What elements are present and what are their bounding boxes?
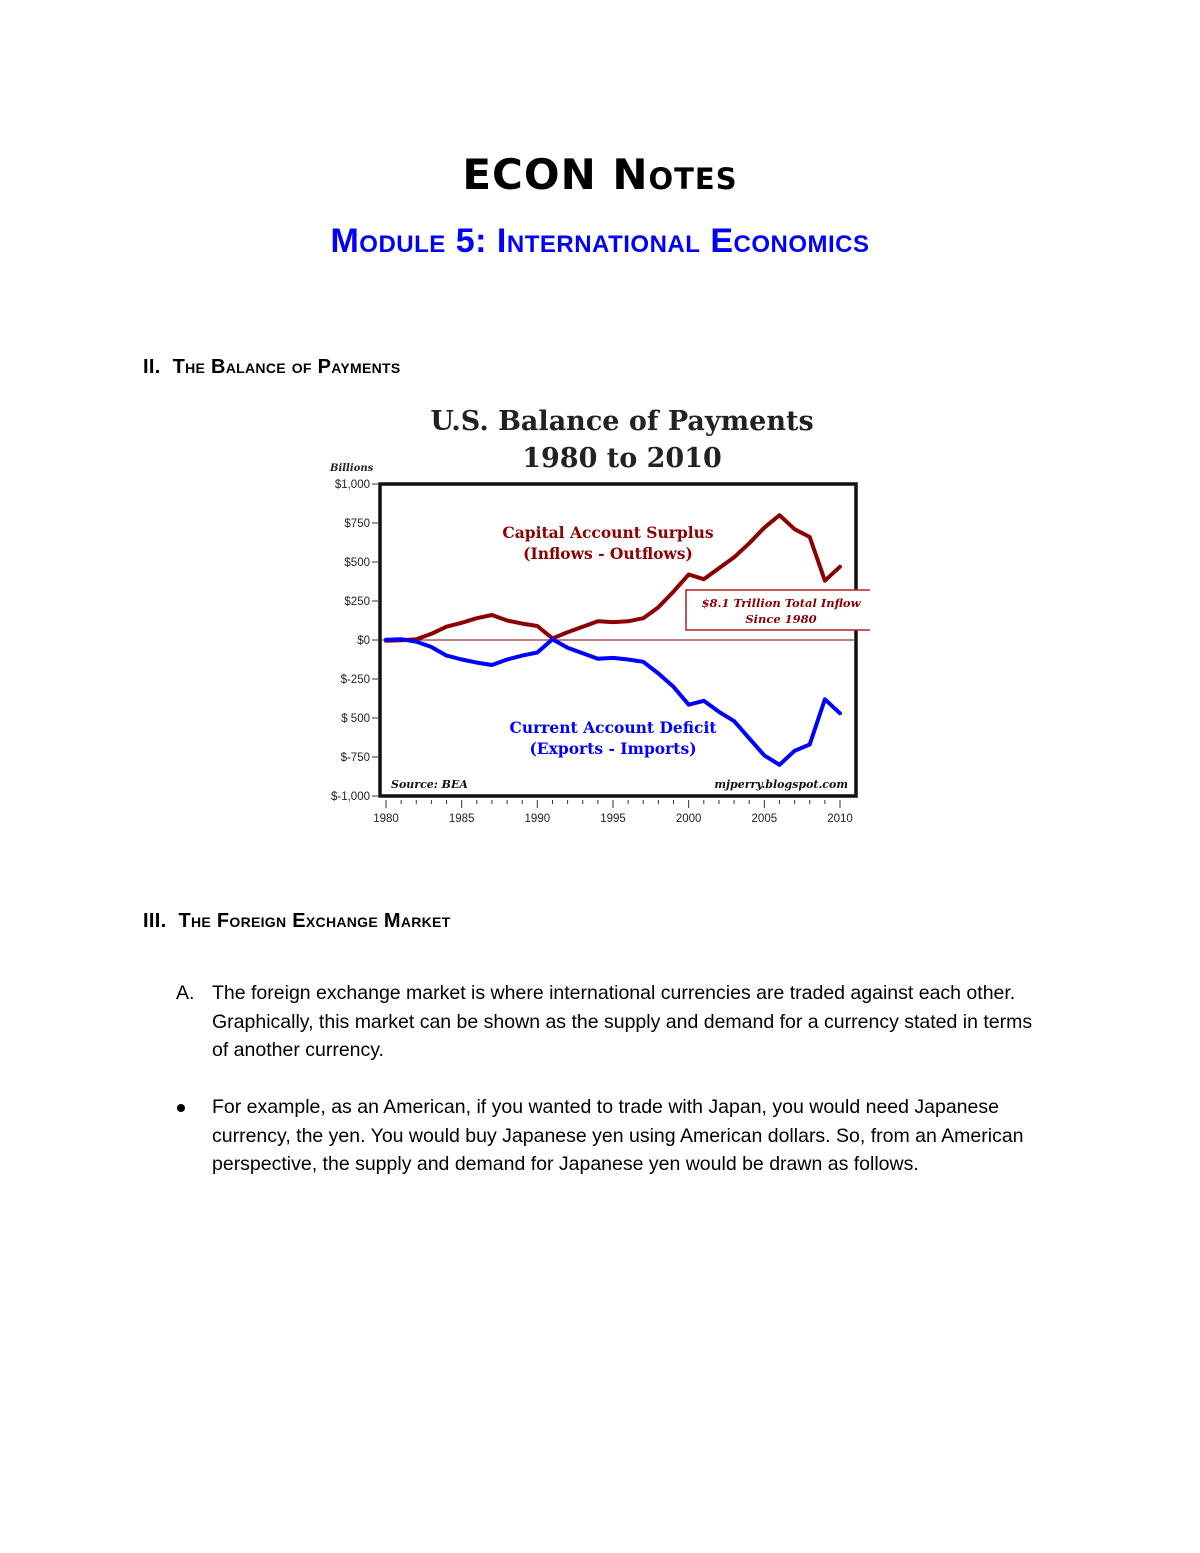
y-tick-label: $-1,000 xyxy=(330,791,370,803)
y-tick-label: $ 500 xyxy=(341,713,370,725)
x-tick-label: 1980 xyxy=(373,813,399,825)
chart-title: U.S. Balance of Payments xyxy=(430,406,814,437)
section-number: II. xyxy=(143,356,161,378)
y-tick-label: $500 xyxy=(344,557,370,569)
paragraph-text: The foreign exchange market is where international currencies are traded against each other. Graphically, this market can be shown as the supply and demand for a currency stated in terms of another currency. xyxy=(212,982,1033,1061)
chart-svg xyxy=(300,400,870,835)
inflow-callout xyxy=(686,590,870,630)
balance-of-payments-chart xyxy=(300,400,870,835)
source-note: Source: BEA xyxy=(391,778,468,791)
deficit-label-line-1: Current Account Deficit xyxy=(509,718,717,737)
section-heading-foreign-exchange-market xyxy=(143,910,451,933)
callout-line-1: $8.1 Trillion Total Inflow xyxy=(701,596,861,610)
y-tick-label: $-750 xyxy=(340,752,370,764)
x-tick-label: 2005 xyxy=(751,813,778,825)
paragraph-a xyxy=(143,979,1053,1065)
y-axis xyxy=(331,479,378,803)
document-title: ECON Notes xyxy=(462,150,738,199)
y-tick-label: $0 xyxy=(357,635,370,647)
y-axis-label: Billions xyxy=(330,463,374,474)
x-tick-label: 2010 xyxy=(827,813,853,825)
section-title: The Balance of Payments xyxy=(172,356,401,378)
x-axis xyxy=(373,800,853,825)
section-heading-balance-of-payments xyxy=(143,356,401,379)
y-tick-label: $750 xyxy=(344,518,370,530)
y-tick-label: $-250 xyxy=(340,674,370,686)
paragraph-text: For example, as an American, if you wanted to trade with Japan, you would need Japanese currency, the yen. You would buy Japanese yen using American dollars. So, from an American perspective, the supply and demand for Japanese yen would be drawn as follows. xyxy=(212,1096,1024,1175)
y-tick-label: $1,000 xyxy=(334,479,370,491)
bullet-icon xyxy=(177,1104,185,1112)
callout-line-2: Since 1980 xyxy=(745,612,817,626)
x-tick-label: 1990 xyxy=(524,813,551,825)
deficit-label-line-2: (Exports - Imports) xyxy=(529,739,697,758)
section-number: III. xyxy=(143,910,167,932)
section-title: The Foreign Exchange Market xyxy=(178,910,451,932)
list-marker: A. xyxy=(176,982,195,1004)
x-tick-label: 2000 xyxy=(675,813,702,825)
x-tick-label: 1985 xyxy=(448,813,475,825)
chart-subtitle: 1980 to 2010 xyxy=(522,443,722,474)
credit-note: mjperry.blogspot.com xyxy=(714,778,848,791)
paragraph-bullet xyxy=(143,1093,1053,1179)
surplus-label-line-2: (Inflows - Outflows) xyxy=(523,544,693,563)
x-tick-label: 1995 xyxy=(600,813,626,825)
y-tick-label: $250 xyxy=(344,596,370,608)
surplus-label-line-1: Capital Account Surplus xyxy=(502,523,714,542)
document-subtitle: Module 5: International Economics xyxy=(330,222,870,260)
